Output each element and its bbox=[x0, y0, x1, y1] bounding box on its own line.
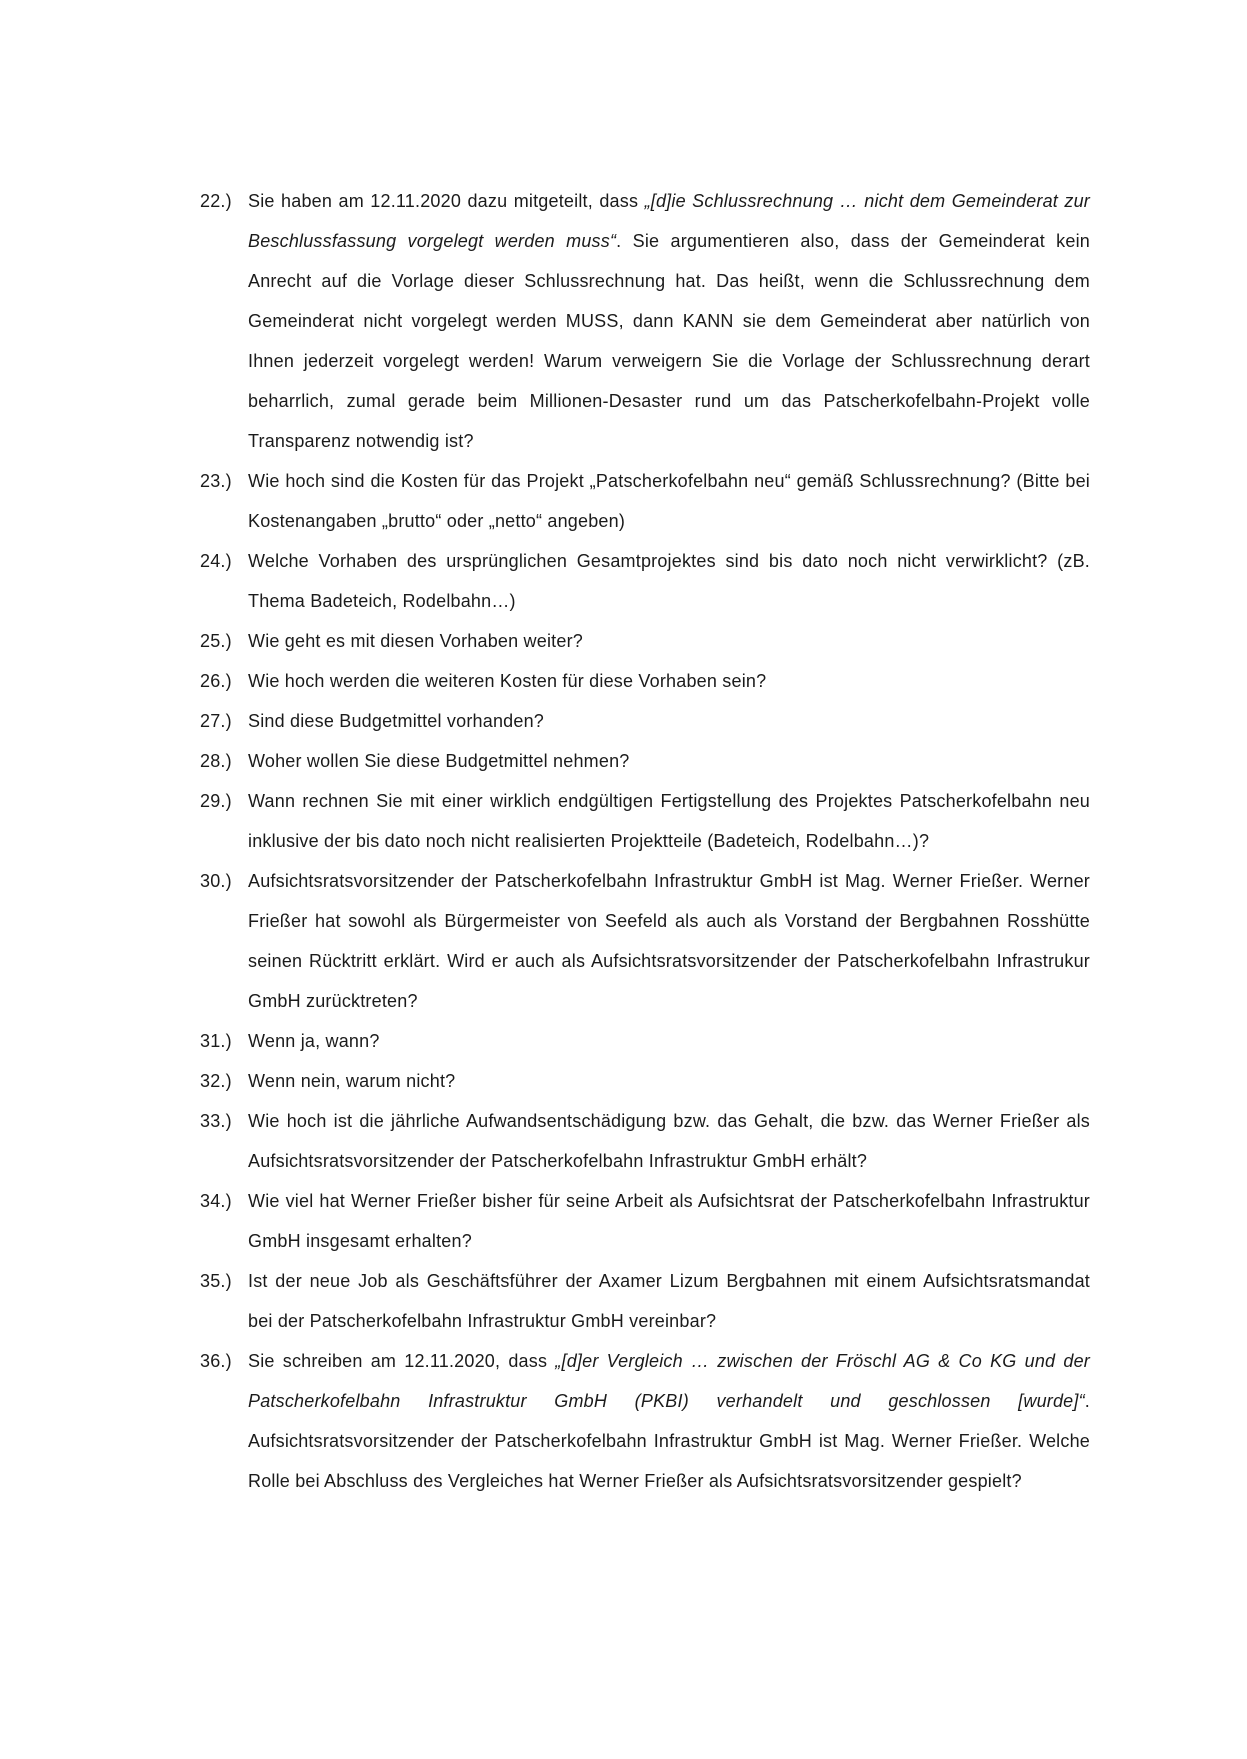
question-list bbox=[200, 181, 1090, 1501]
question-item bbox=[200, 621, 1090, 661]
text-segment: Wie hoch sind die Kosten für das Projekt „Patscherkofelbahn neu“ gemäß Schlussrechnung? (Bitte bei Kostenangaben „brutto“ oder „netto“ angeben) bbox=[248, 471, 1090, 531]
question-paragraph bbox=[248, 1341, 1090, 1501]
question-number: 27.) bbox=[200, 711, 232, 731]
text-segment: Wenn ja, wann? bbox=[248, 1031, 380, 1051]
text-segment: . Sie argumentieren also, dass der Gemeinderat kein Anrecht auf die Vorlage dieser Schlussrechnung hat. Das heißt, wenn die Schlussrechnung dem Gemeinderat nicht vorgelegt werden MUSS, dann KANN sie dem Gemeinderat aber natürlich von Ihnen jederzeit vorgelegt werden! Warum verweigern Sie die Vorlage der Schlussrechnung derart beharrlich, zumal gerade beim Millionen-Desaster rund um das Patscherkofelbahn-Projekt volle Transparenz notwendig ist? bbox=[248, 231, 1090, 451]
text-segment: Wie geht es mit diesen Vorhaben weiter? bbox=[248, 631, 583, 651]
text-segment: Ist der neue Job als Geschäftsführer der Axamer Lizum Bergbahnen mit einem Aufsichtsratsmandat bei der Patscherkofelbahn Infrastruktur GmbH vereinbar? bbox=[248, 1271, 1090, 1331]
text-segment: Sind diese Budgetmittel vorhanden? bbox=[248, 711, 544, 731]
question-paragraph bbox=[248, 461, 1090, 541]
question-text bbox=[248, 1101, 1090, 1181]
question-item bbox=[200, 861, 1090, 1021]
text-segment: Welche Vorhaben des ursprünglichen Gesamtprojektes sind bis dato noch nicht verwirklicht? (zB. Thema Badeteich, Rodelbahn…) bbox=[248, 551, 1090, 611]
text-segment: Sie schreiben am 12.11.2020, dass bbox=[248, 1351, 556, 1371]
quoted-citation: „[d]ie Schlussrechnung … nicht dem Gemeinderat zur Beschlussfassung vorgelegt werden muss“ bbox=[248, 191, 1090, 251]
question-item bbox=[200, 1261, 1090, 1341]
question-paragraph bbox=[248, 1261, 1090, 1341]
question-number: 30.) bbox=[200, 871, 232, 891]
question-text bbox=[248, 1061, 1090, 1101]
question-text bbox=[248, 541, 1090, 621]
question-item bbox=[200, 1181, 1090, 1261]
question-paragraph bbox=[248, 741, 1090, 781]
question-item bbox=[200, 1061, 1090, 1101]
question-item bbox=[200, 1341, 1090, 1501]
text-segment: Wenn nein, warum nicht? bbox=[248, 1071, 456, 1091]
text-segment: Wie hoch ist die jährliche Aufwandsentschädigung bzw. das Gehalt, die bzw. das Werner Frießer als Aufsichtsratsvorsitzender der Patscherkofelbahn Infrastruktur GmbH erhält? bbox=[248, 1111, 1090, 1171]
question-text bbox=[248, 781, 1090, 861]
question-text bbox=[248, 181, 1090, 461]
question-paragraph bbox=[248, 1021, 1090, 1061]
question-number: 32.) bbox=[200, 1071, 232, 1091]
question-text bbox=[248, 661, 1090, 701]
question-paragraph bbox=[248, 861, 1090, 1021]
question-item bbox=[200, 781, 1090, 861]
text-segment: . Aufsichtsratsvorsitzender der Patscherkofelbahn Infrastruktur GmbH ist Mag. Werner Frießer. Welche Rolle bei Abschluss des Vergleiches hat Werner Frießer als Aufsichtsratsvorsitzender gespielt? bbox=[248, 1391, 1090, 1491]
question-number: 35.) bbox=[200, 1271, 232, 1291]
question-item bbox=[200, 461, 1090, 541]
question-text bbox=[248, 1261, 1090, 1341]
text-segment: Wie viel hat Werner Frießer bisher für seine Arbeit als Aufsichtsrat der Patscherkofelbahn Infrastruktur GmbH insgesamt erhalten? bbox=[248, 1191, 1090, 1251]
question-number: 31.) bbox=[200, 1031, 232, 1051]
question-paragraph bbox=[248, 541, 1090, 621]
text-segment: Wann rechnen Sie mit einer wirklich endgültigen Fertigstellung des Projektes Patscherkofelbahn neu inklusive der bis dato noch nicht realisierten Projektteile (Badeteich, Rodelbahn…)? bbox=[248, 791, 1090, 851]
question-number: 25.) bbox=[200, 631, 232, 651]
question-paragraph bbox=[248, 661, 1090, 701]
question-item bbox=[200, 1101, 1090, 1181]
question-text bbox=[248, 741, 1090, 781]
question-number: 33.) bbox=[200, 1111, 232, 1131]
question-number: 36.) bbox=[200, 1351, 232, 1371]
quoted-citation: „[d]er Vergleich … zwischen der Fröschl AG & Co KG und der Patscherkofelbahn Infrastruktur GmbH (PKBI) verhandelt und geschlossen [wurde]“ bbox=[248, 1351, 1090, 1411]
question-text bbox=[248, 1181, 1090, 1261]
question-paragraph bbox=[248, 1181, 1090, 1261]
question-number: 22.) bbox=[200, 191, 232, 211]
question-number: 23.) bbox=[200, 471, 232, 491]
text-segment: Wie hoch werden die weiteren Kosten für diese Vorhaben sein? bbox=[248, 671, 767, 691]
question-text bbox=[248, 1021, 1090, 1061]
question-number: 28.) bbox=[200, 751, 232, 771]
question-paragraph bbox=[248, 701, 1090, 741]
question-paragraph bbox=[248, 181, 1090, 461]
question-item bbox=[200, 701, 1090, 741]
question-text bbox=[248, 861, 1090, 1021]
text-segment: Sie haben am 12.11.2020 dazu mitgeteilt, dass bbox=[248, 191, 645, 211]
question-item bbox=[200, 181, 1090, 461]
question-text bbox=[248, 701, 1090, 741]
question-number: 34.) bbox=[200, 1191, 232, 1211]
text-segment: Woher wollen Sie diese Budgetmittel nehmen? bbox=[248, 751, 630, 771]
question-item bbox=[200, 1021, 1090, 1061]
question-item bbox=[200, 541, 1090, 621]
question-paragraph bbox=[248, 621, 1090, 661]
question-paragraph bbox=[248, 781, 1090, 861]
question-text bbox=[248, 461, 1090, 541]
question-text bbox=[248, 1341, 1090, 1501]
question-paragraph bbox=[248, 1101, 1090, 1181]
question-number: 26.) bbox=[200, 671, 232, 691]
question-item bbox=[200, 741, 1090, 781]
question-paragraph bbox=[248, 1061, 1090, 1101]
question-item bbox=[200, 661, 1090, 701]
question-text bbox=[248, 621, 1090, 661]
question-number: 29.) bbox=[200, 791, 232, 811]
text-segment: Aufsichtsratsvorsitzender der Patscherkofelbahn Infrastruktur GmbH ist Mag. Werner Frießer. Werner Frießer hat sowohl als Bürgermeister von Seefeld als auch als Vorstand der Bergbahnen Rosshütte seinen Rücktritt erklärt. Wird er auch als Aufsichtsratsvorsitzender der Patscherkofelbahn Infrastrukur GmbH zurücktreten? bbox=[248, 871, 1090, 1011]
question-number: 24.) bbox=[200, 551, 232, 571]
